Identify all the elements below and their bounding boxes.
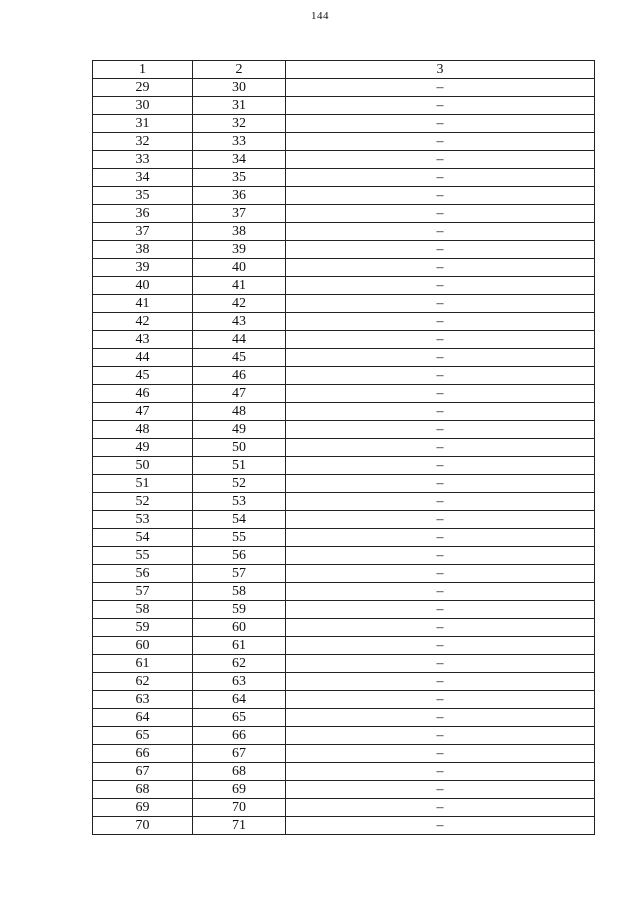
- table-cell: 31: [93, 115, 193, 133]
- table-cell: –: [286, 601, 595, 619]
- table-header: [93, 61, 595, 79]
- table-cell: 67: [193, 745, 286, 763]
- table-cell: 52: [193, 475, 286, 493]
- table-row: [93, 115, 595, 133]
- table-cell: –: [286, 547, 595, 565]
- table-cell: 39: [193, 241, 286, 259]
- table-row: [93, 133, 595, 151]
- table-row: [93, 79, 595, 97]
- table-row: [93, 205, 595, 223]
- table-cell: 68: [93, 781, 193, 799]
- table-cell: 30: [193, 79, 286, 97]
- table-cell: 36: [93, 205, 193, 223]
- table-cell: –: [286, 79, 595, 97]
- table-cell: 68: [193, 763, 286, 781]
- table-row: [93, 259, 595, 277]
- table-cell: 53: [93, 511, 193, 529]
- data-table: [92, 60, 595, 835]
- table-cell: –: [286, 439, 595, 457]
- table-cell: 59: [193, 601, 286, 619]
- table-cell: 50: [93, 457, 193, 475]
- table-cell: 48: [93, 421, 193, 439]
- table-cell: –: [286, 295, 595, 313]
- table-cell: –: [286, 691, 595, 709]
- table-row: [93, 457, 595, 475]
- table-cell: 58: [193, 583, 286, 601]
- table-row: [93, 331, 595, 349]
- table-row: [93, 601, 595, 619]
- table-cell: 29: [93, 79, 193, 97]
- table-cell: 47: [93, 403, 193, 421]
- table-cell: 44: [93, 349, 193, 367]
- table-cell: 65: [93, 727, 193, 745]
- table-cell: 37: [93, 223, 193, 241]
- table-cell: 38: [193, 223, 286, 241]
- table-cell: –: [286, 781, 595, 799]
- table-cell: 51: [193, 457, 286, 475]
- table-cell: 60: [93, 637, 193, 655]
- table-row: [93, 781, 595, 799]
- table-cell: 49: [93, 439, 193, 457]
- table-row: [93, 493, 595, 511]
- table-cell: 33: [93, 151, 193, 169]
- table-cell: 34: [93, 169, 193, 187]
- table-cell: –: [286, 331, 595, 349]
- table-cell: 40: [193, 259, 286, 277]
- table-cell: 32: [193, 115, 286, 133]
- table-cell: 56: [93, 565, 193, 583]
- table-row: [93, 673, 595, 691]
- table-cell: 45: [93, 367, 193, 385]
- table-cell: –: [286, 421, 595, 439]
- table-cell: –: [286, 205, 595, 223]
- table-cell: 62: [193, 655, 286, 673]
- table-cell: –: [286, 655, 595, 673]
- table-cell: 60: [193, 619, 286, 637]
- table-row: [93, 709, 595, 727]
- table-cell: –: [286, 637, 595, 655]
- column-header: 3: [286, 61, 595, 79]
- table-cell: 35: [93, 187, 193, 205]
- table-cell: 42: [93, 313, 193, 331]
- table-cell: 54: [193, 511, 286, 529]
- table-cell: –: [286, 817, 595, 835]
- table-cell: –: [286, 241, 595, 259]
- table-row: [93, 637, 595, 655]
- table-row: [93, 763, 595, 781]
- table-row: [93, 727, 595, 745]
- table-row: [93, 187, 595, 205]
- table-row: [93, 151, 595, 169]
- table-row: [93, 277, 595, 295]
- table-cell: 55: [193, 529, 286, 547]
- page-number: 144: [311, 10, 329, 22]
- table-cell: –: [286, 727, 595, 745]
- header-row: [93, 61, 595, 79]
- table-cell: –: [286, 403, 595, 421]
- table-body: [93, 79, 595, 835]
- table-row: [93, 349, 595, 367]
- table-cell: 69: [93, 799, 193, 817]
- table-cell: 63: [93, 691, 193, 709]
- table-cell: –: [286, 115, 595, 133]
- table-cell: 30: [93, 97, 193, 115]
- table-row: [93, 169, 595, 187]
- table-cell: –: [286, 619, 595, 637]
- table-row: [93, 619, 595, 637]
- table-cell: 43: [93, 331, 193, 349]
- table-row: [93, 385, 595, 403]
- table-cell: –: [286, 349, 595, 367]
- table-cell: 35: [193, 169, 286, 187]
- table-cell: 64: [193, 691, 286, 709]
- table-cell: 48: [193, 403, 286, 421]
- table-cell: –: [286, 277, 595, 295]
- table-cell: –: [286, 133, 595, 151]
- table-row: [93, 97, 595, 115]
- table-cell: 51: [93, 475, 193, 493]
- table-cell: –: [286, 475, 595, 493]
- table-cell: 31: [193, 97, 286, 115]
- table-cell: 61: [93, 655, 193, 673]
- table-cell: 47: [193, 385, 286, 403]
- table-cell: –: [286, 187, 595, 205]
- table-cell: 44: [193, 331, 286, 349]
- table-row: [93, 547, 595, 565]
- table-row: [93, 421, 595, 439]
- table-row: [93, 223, 595, 241]
- table-cell: –: [286, 745, 595, 763]
- table-cell: 57: [93, 583, 193, 601]
- table-cell: –: [286, 97, 595, 115]
- table-cell: 69: [193, 781, 286, 799]
- table-cell: –: [286, 709, 595, 727]
- table-row: [93, 817, 595, 835]
- table-cell: 57: [193, 565, 286, 583]
- table-cell: 70: [93, 817, 193, 835]
- table-cell: –: [286, 511, 595, 529]
- table-cell: 41: [193, 277, 286, 295]
- table-cell: 37: [193, 205, 286, 223]
- table-row: [93, 295, 595, 313]
- table-cell: –: [286, 529, 595, 547]
- table-row: [93, 529, 595, 547]
- table-cell: 71: [193, 817, 286, 835]
- table-cell: 65: [193, 709, 286, 727]
- table-cell: 36: [193, 187, 286, 205]
- table-cell: –: [286, 763, 595, 781]
- table-cell: 46: [93, 385, 193, 403]
- table-cell: 58: [93, 601, 193, 619]
- table-cell: 50: [193, 439, 286, 457]
- table-cell: 41: [93, 295, 193, 313]
- table-row: [93, 367, 595, 385]
- table-cell: 40: [93, 277, 193, 295]
- table-row: [93, 583, 595, 601]
- table-cell: 33: [193, 133, 286, 151]
- table-cell: –: [286, 169, 595, 187]
- table-cell: –: [286, 493, 595, 511]
- table-cell: 53: [193, 493, 286, 511]
- table-row: [93, 799, 595, 817]
- table-row: [93, 475, 595, 493]
- table-cell: 64: [93, 709, 193, 727]
- table-cell: 49: [193, 421, 286, 439]
- table-cell: 70: [193, 799, 286, 817]
- table-cell: 38: [93, 241, 193, 259]
- table-cell: 55: [93, 547, 193, 565]
- table-row: [93, 655, 595, 673]
- table-cell: 66: [93, 745, 193, 763]
- table-cell: –: [286, 367, 595, 385]
- table-cell: –: [286, 223, 595, 241]
- table-row: [93, 511, 595, 529]
- table-cell: 46: [193, 367, 286, 385]
- table-cell: 45: [193, 349, 286, 367]
- table-cell: 66: [193, 727, 286, 745]
- table-cell: –: [286, 457, 595, 475]
- table-cell: 52: [93, 493, 193, 511]
- table-cell: –: [286, 313, 595, 331]
- table-cell: –: [286, 799, 595, 817]
- table-cell: 62: [93, 673, 193, 691]
- table-cell: 59: [93, 619, 193, 637]
- table-cell: –: [286, 583, 595, 601]
- table-row: [93, 313, 595, 331]
- table-cell: 32: [93, 133, 193, 151]
- table-cell: 34: [193, 151, 286, 169]
- table-cell: –: [286, 151, 595, 169]
- table-row: [93, 439, 595, 457]
- table-cell: 61: [193, 637, 286, 655]
- table-cell: 39: [93, 259, 193, 277]
- table-cell: 67: [93, 763, 193, 781]
- table-row: [93, 565, 595, 583]
- table-cell: –: [286, 673, 595, 691]
- column-header: 2: [193, 61, 286, 79]
- table-cell: 42: [193, 295, 286, 313]
- table-row: [93, 691, 595, 709]
- table-cell: 54: [93, 529, 193, 547]
- table-row: [93, 745, 595, 763]
- table-row: [93, 403, 595, 421]
- table-cell: 56: [193, 547, 286, 565]
- table-cell: –: [286, 259, 595, 277]
- table-row: [93, 241, 595, 259]
- table-cell: 63: [193, 673, 286, 691]
- table-cell: –: [286, 565, 595, 583]
- column-header: 1: [93, 61, 193, 79]
- table-cell: –: [286, 385, 595, 403]
- table-cell: 43: [193, 313, 286, 331]
